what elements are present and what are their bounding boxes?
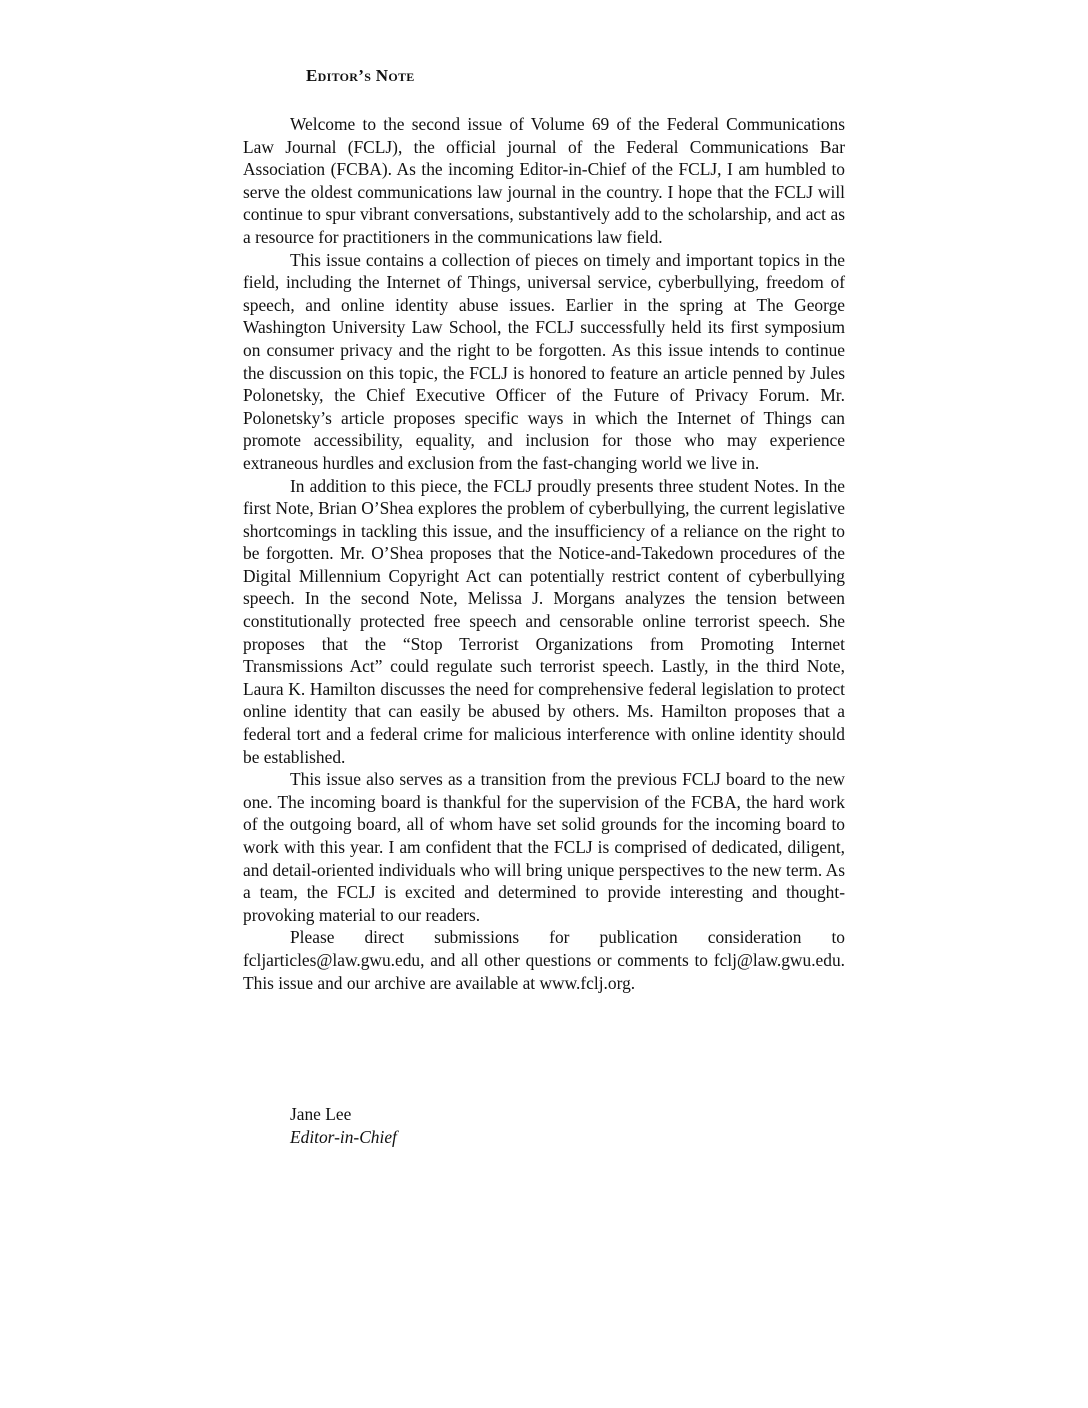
body-text [243,113,845,994]
signature-role: Editor-in-Chief [290,1127,397,1147]
signature-name: Jane Lee [290,1104,352,1124]
paragraph-board-transition: This issue also serves as a transition from the previous FCLJ board to the new one. The incoming board is thankful for the supervision of the FCBA, the hard work of the outgoing board, all of whom have set solid grounds for the incoming board to work with this year. I am confident that the FCLJ is comprised of dedicated, diligent, and detail-oriented individuals who will bring unique perspectives to the new term. As a team, the FCLJ is excited and determined to provide interesting and thought-provoking material to our readers. [243,769,845,925]
signature-block [290,1103,397,1149]
paragraph-welcome: Welcome to the second issue of Volume 69 of the Federal Communications Law Journal (FCLJ), the official journal of the Federal Communications Bar Association (FCBA). As the incoming Editor-in-Chief of the FCLJ, I am humbled to serve the oldest communications law journal in the country. I hope that the FCLJ will continue to spur vibrant conversations, substantively add to the scholarship, and act as a resource for practitioners in the communications law field. [243,114,845,247]
paragraph-submissions: Please direct submissions for publication consideration to fcljarticles@law.gwu.edu, and all other questions or comments to fclj@law.gwu.edu. This issue and our archive are available at www.fclj.org. [243,927,845,993]
paragraph-student-notes: In addition to this piece, the FCLJ proudly presents three student Notes. In the first Note, Brian O’Shea explores the problem of cyberbullying, the current legislative shortcomings in tackling this issue, and the insufficiency of a reliance on the right to be forgotten. Mr. O’Shea proposes that the Notice-and-Takedown procedures of the Digital Millennium Copyright Act can potentially restrict content of cyberbullying speech. In the second Note, Melissa J. Morgans analyzes the tension between constitutionally protected free speech and censorable online terrorist speech. She proposes that the “Stop Terrorist Organizations from Promoting Internet Transmissions Act” could regulate such terrorist speech. Lastly, in the third Note, Laura K. Hamilton discusses the need for comprehensive federal legislation to protect online identity that can easily be abused by others. Ms. Hamilton proposes that a federal tort and a federal crime for malicious interference with online identity should be established. [243,475,845,767]
page-title: Editor’s Note [306,66,415,85]
paragraph-issue-contents: This issue contains a collection of pieces on timely and important topics in the field, including the Internet of Things, universal service, cyberbullying, freedom of speech, and online identity abuse issues. Earlier in the spring at The George Washington University Law School, the FCLJ successfully held its first symposium on consumer privacy and the right to be forgotten. As this issue intends to continue the discussion on this topic, the FCLJ is honored to feature an article penned by Jules Polonetsky, the Chief Executive Officer of the Future of Privacy Forum. Mr. Polonetsky’s article proposes specific ways in which the Internet of Things can promote accessibility, equality, and inclusion for those who may experience extraneous hurdles and exclusion from the fast-changing world we live in. [243,249,845,473]
